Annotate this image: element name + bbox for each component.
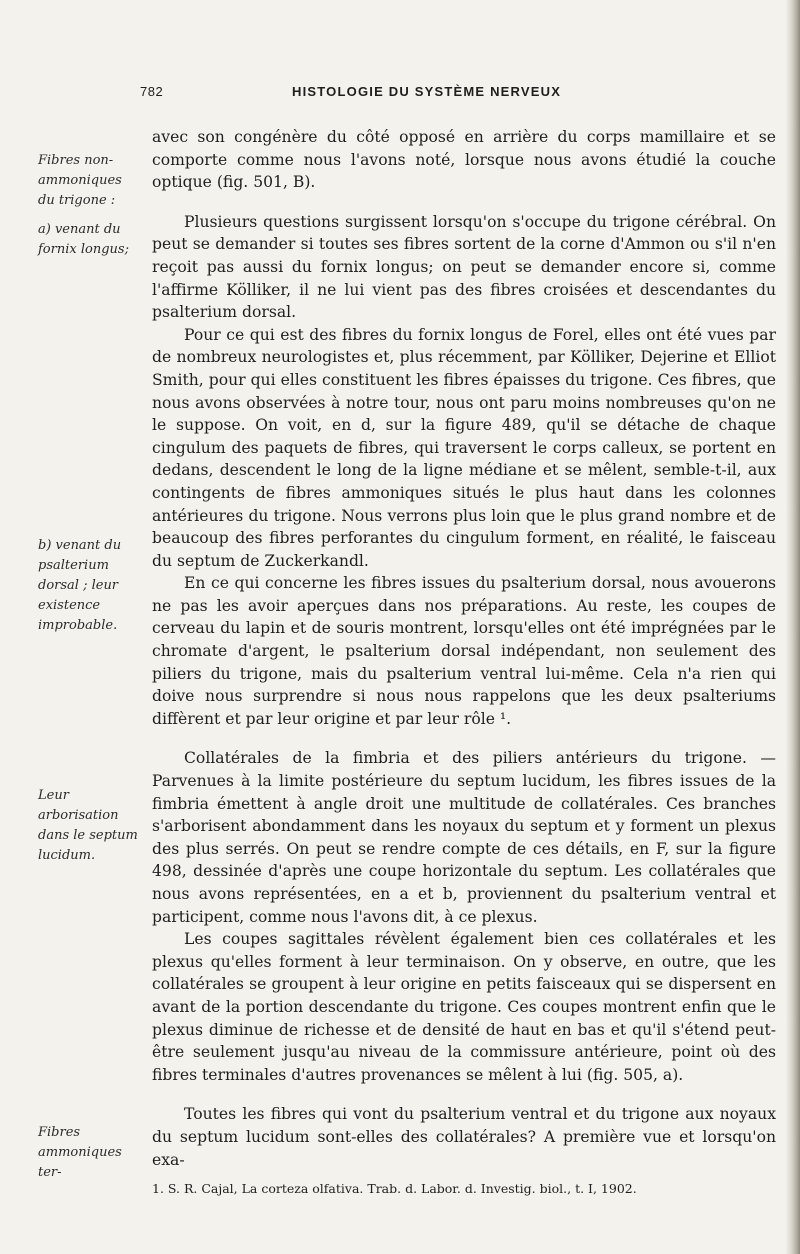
footnote: 1. S. R. Cajal, La corteza olfativa. Trab. d. Labor. d. Investig. biol., t. I, 1902.: [152, 1181, 637, 1196]
paragraph: Plusieurs questions surgissent lorsqu'on s'occupe du trigone cérébral. On peut se demander si toutes ses fibres sortent de la corne d'Ammon ou s'il n'en reçoit pas aussi du fornix longus; on peut se demander encore si, comme l'affirme Kölliker, il ne lui vient pas des fibres croisées et descendantes du psalterium dorsal.: [152, 212, 776, 322]
page-header: [0, 84, 800, 108]
margin-note-arborisation: Leur arborisation dans le septum lucidum.: [38, 788, 138, 863]
paragraph: avec son congénère du côté opposé en arrière du corps mamillaire et se comporte comme nous l'avons noté, lorsque nous avons étudié la couche optique (fig. 501, B).: [152, 128, 776, 192]
body-text: [152, 126, 776, 1171]
paragraph: En ce qui concerne les fibres issues du psalterium dorsal, nous avouerons ne pas les avoir aperçues dans nos préparations. Au reste, les coupes de cerveau du lapin et de souris montrent, lorsqu'elles ont été imprégnées par le chromate d'argent, le psalterium dorsal indépendant, non seulement des piliers du trigone, mais du psalterium ventral lui-même. Cela n'a rien qui doive nous surprendre si nous nous rappelons que les deux psalteriums diffèrent et par leur origine et par leur rôle ¹.: [152, 574, 776, 728]
margin-note-psalterium-dorsal: b) venant du psalterium dorsal ; leur existence improbable.: [38, 538, 122, 633]
page-edge-shadow: [786, 0, 800, 1254]
paragraph: Pour ce qui est des fibres du fornix longus de Forel, elles ont été vues par de nombreux neurologistes et, plus récemment, par Kölliker, Dejerine et Elliot Smith, pour qui elles constituent les fibres épaisses du trigone. Ces fibres, que nous avons observées à notre tour, nous ont paru moins nombreuses qu'on ne le suppose. On voit, en d, sur la figure 489, qu'il se détache de chaque cingulum des paquets de fibres, qui traversent le corps calleux, se portent en dedans, descendent le long de la ligne médiane et se mêlent, semble-t-il, aux contingents de fibres ammoniques situés le plus haut dans les colonnes antérieures du trigone. Nous verrons plus loin que le plus grand nombre et de beaucoup des fibres perforantes du cingulum forment, en réalité, le faisceau du septum de Zuckerkandl.: [152, 325, 776, 570]
paragraph-collaterales: Collatérales de la fimbria et des piliers antérieurs du trigone. — Parvenues à la limite postérieure du septum lucidum, les fibres issues de la fimbria émettent à angle droit une multitude de collatérales. Ces branches s'arborisent abondamment dans les noyaux du septum et y forment un plexus des plus serrés. On peut se rendre compte de ces détails, en F, sur la figure 498, dessinée d'après une coupe horizontale du septum. Les collatérales que nous avons représentées, en a et b, proviennent du psalterium ventral et participent, comme nous l'avons dit, à ce plexus.: [152, 749, 776, 926]
running-head: HISTOLOGIE DU SYSTÈME NERVEUX: [292, 84, 562, 99]
margin-note-fibres-ammoniques: Fibres ammoniques ter-: [38, 1125, 122, 1180]
margin-note-fibres-non-ammoniques: Fibres non-ammoniques du trigone :: [38, 153, 122, 208]
page-number: 782: [140, 84, 164, 99]
paragraph: Toutes les fibres qui vont du psalterium ventral et du trigone aux noyaux du septum lucidum sont-elles des collatérales? A première vue et lorsqu'on exa-: [152, 1105, 776, 1169]
paragraph: Les coupes sagittales révèlent également bien ces collatérales et les plexus qu'elles forment à leur terminaison. On y observe, en outre, que les collatérales se groupent à leur origine en petits faisceaux qui se dispersent en avant de la portion descendante du trigone. Ces coupes montrent enfin que le plexus diminue de richesse et de densité de haut en bas et qu'il s'étend peut-être seulement jusqu'au niveau de la commissure antérieure, point où des fibres terminales d'autres provenances se mêlent à lui (fig. 505, a).: [152, 930, 776, 1084]
margin-note-fornix-longus: a) venant du fornix longus;: [38, 222, 129, 257]
